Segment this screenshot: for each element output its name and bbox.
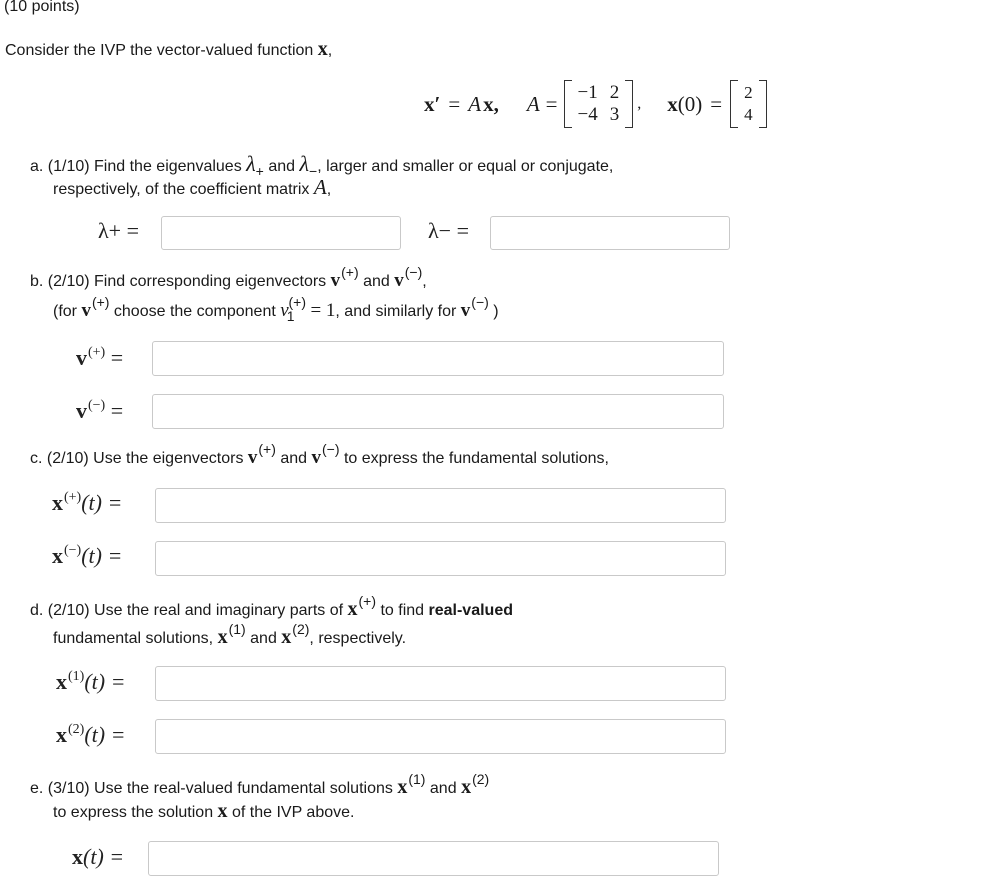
part-e-line1: e. (3/10) Use the real-valued fundamental solutions x(1) and x(2) xyxy=(30,771,490,798)
part-b-line1: b. (2/10) Find corresponding eigenvectors v(+) and v(−), xyxy=(30,264,427,291)
ivp-equation: x′ = A x, A = −1 2 −4 3 , x (0) = 2 4 xyxy=(424,76,767,132)
x1-label: $x^{(1)}(t)$ = xyxy=(56,669,126,694)
part-d-line1: d. (2/10) Use the real and imaginary parts of x(+) to find real-valued xyxy=(30,593,513,620)
v-minus-label: v(−) = xyxy=(76,398,124,423)
part-e-line2: to express the solution x of the IVP above. xyxy=(53,800,355,822)
x-minus-label: x(−)(t) = xyxy=(52,543,123,568)
points-label: (10 points) xyxy=(4,0,80,15)
x1-input[interactable] xyxy=(155,666,726,701)
x-plus-label: x(+)(t) = xyxy=(52,490,123,515)
vector-cell: 2 xyxy=(744,83,753,102)
x2-label: $x^{(2)}(t)$ = xyxy=(56,722,126,747)
matrix-cell: 3 xyxy=(609,104,620,125)
coefficient-matrix xyxy=(564,80,634,128)
lambda-minus-input[interactable] xyxy=(490,216,730,250)
initial-vector xyxy=(730,80,767,128)
x-t-label: x(t) = xyxy=(72,844,125,869)
matrix-cell: −4 xyxy=(577,104,598,125)
x-t-input[interactable] xyxy=(148,841,719,876)
part-a-line1: a. (1/10) Find the eigenvalues λ+ and λ−, larger and smaller or equal or conjugate, xyxy=(30,151,614,179)
part-c-line: c. (2/10) Use the eigenvectors v(+) and v(−) to express the fundamental solutions, xyxy=(30,441,609,468)
intro-text: Consider the IVP the vector-valued function x, xyxy=(5,38,333,60)
matrix-cell: −1 xyxy=(577,82,598,103)
x-minus-input[interactable] xyxy=(155,541,726,576)
matrix-cell: 2 xyxy=(609,82,620,103)
lambda-plus-label: λ+ = xyxy=(98,218,139,243)
x2-input[interactable] xyxy=(155,719,726,754)
v-plus-input[interactable] xyxy=(152,341,724,376)
lambda-minus-label: λ− = xyxy=(428,218,469,243)
part-d-line2: fundamental solutions, x(1) and x(2), respectively. xyxy=(53,621,407,648)
part-b-line2: (for v(+) choose the component v1(+) = 1, and similarly for v(−) ) xyxy=(53,294,499,324)
v-plus-label: v(+) = xyxy=(76,345,124,370)
v-minus-input[interactable] xyxy=(152,394,724,429)
part-a-line2: respectively, of the coefficient matrix A, xyxy=(53,175,332,199)
x-plus-input[interactable] xyxy=(155,488,726,523)
lambda-plus-input[interactable] xyxy=(161,216,401,250)
vector-cell: 4 xyxy=(744,105,753,124)
